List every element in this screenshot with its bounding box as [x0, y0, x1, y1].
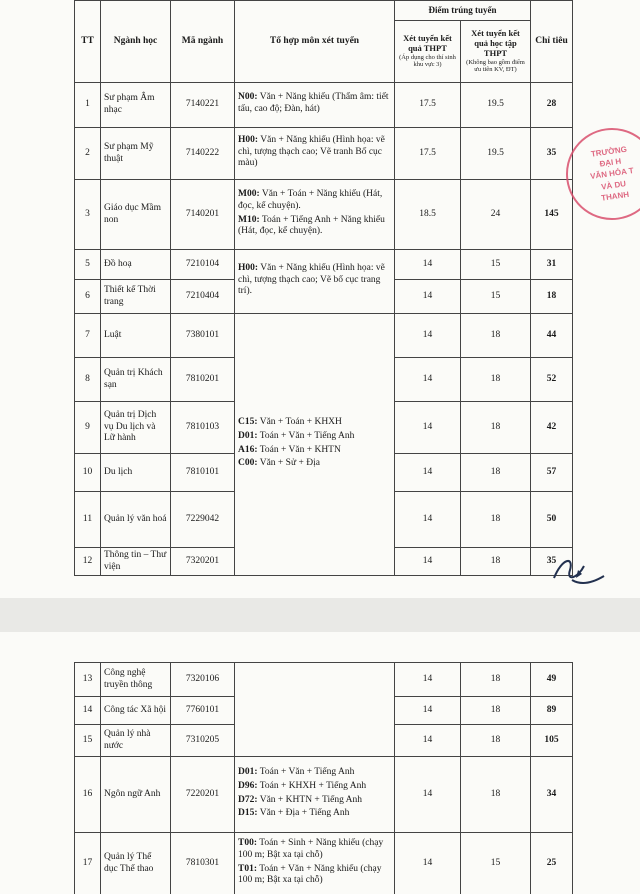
- row-thpt: 14: [395, 280, 461, 314]
- row-quota: 35: [531, 548, 573, 576]
- row-tt: 2: [75, 128, 101, 180]
- row-code: 7760101: [171, 697, 235, 725]
- row-major: Quản lý văn hoá: [101, 492, 171, 548]
- combo-code: H00:: [238, 262, 259, 273]
- table-row: [75, 83, 573, 128]
- row-quota: 105: [531, 725, 573, 757]
- header-thpt-title: Xét tuyển kết quả THPT: [403, 33, 452, 54]
- row-tt: 5: [75, 250, 101, 280]
- row-major: Đồ hoạ: [101, 250, 171, 280]
- row-code: 7210404: [171, 280, 235, 314]
- combo-code: C15:: [238, 416, 258, 427]
- combo-code: D15:: [238, 808, 258, 819]
- row-quota: 42: [531, 402, 573, 454]
- row-quota: 44: [531, 314, 573, 358]
- combo-line: [238, 431, 391, 443]
- row-code: 7140222: [171, 128, 235, 180]
- row-thpt: 17.5: [395, 83, 461, 128]
- row-thpt: 14: [395, 492, 461, 548]
- combo-line: [238, 445, 391, 457]
- row-hoc: 24: [461, 180, 531, 250]
- combo-code: D01:: [238, 766, 258, 777]
- row-quota: 34: [531, 757, 573, 833]
- admission-table-page-1: [74, 0, 573, 576]
- row-tt: 11: [75, 492, 101, 548]
- row-hoc: 18: [461, 492, 531, 548]
- combo-subjects: Toán + Văn + Tiếng Anh: [257, 430, 355, 441]
- row-code: 7320201: [171, 548, 235, 576]
- row-major: Công tác Xã hội: [101, 697, 171, 725]
- combo-code: T00:: [238, 837, 257, 848]
- row-thpt: 18.5: [395, 180, 461, 250]
- row-code: 7229042: [171, 492, 235, 548]
- row-code: 7810103: [171, 402, 235, 454]
- row-code: 7140221: [171, 83, 235, 128]
- stamp-line: ĐẠI H: [599, 156, 622, 169]
- combo-cell-continued: [235, 663, 395, 757]
- row-thpt: 14: [395, 454, 461, 492]
- combo-code: C00:: [238, 458, 258, 469]
- combo-subjects: Toán + Sinh + Năng khiếu (chạy 100 m; Bật xa tại chỗ): [238, 837, 384, 860]
- combo-cell: [235, 757, 395, 833]
- combo-line: [238, 215, 391, 239]
- row-thpt: 14: [395, 697, 461, 725]
- row-hoc: 18: [461, 725, 531, 757]
- row-tt: 3: [75, 180, 101, 250]
- row-hoc: 18: [461, 697, 531, 725]
- row-code: 7810201: [171, 358, 235, 402]
- row-major: Thiết kế Thời trang: [101, 280, 171, 314]
- combo-cell: [235, 180, 395, 250]
- row-quota: 57: [531, 454, 573, 492]
- combo-subjects: Văn + Toán + Năng khiếu (Hát, đọc, kể chuyện).: [238, 188, 383, 211]
- row-tt: 6: [75, 280, 101, 314]
- combo-subjects: Toán + Văn + Tiếng Anh: [257, 766, 355, 777]
- row-tt: 15: [75, 725, 101, 757]
- table-row: [75, 663, 573, 697]
- row-thpt: 14: [395, 757, 461, 833]
- combo-code: A16:: [238, 444, 258, 455]
- header-quota: Chỉ tiêu: [531, 1, 573, 83]
- table-row: [75, 128, 573, 180]
- header-score-group: Điểm trúng tuyển: [395, 1, 531, 21]
- row-hoc: 15: [461, 833, 531, 894]
- combo-subjects: Văn + Năng khiếu (Hình họa: vẽ chì, tượng thạch cao; Vẽ tranh Bố cục màu): [238, 134, 385, 169]
- combo-subjects: Toán + Tiếng Anh + Năng khiếu (Hát, đọc, kể chuyện).: [238, 214, 385, 237]
- combo-code: M00:: [238, 188, 260, 199]
- combo-line: [238, 767, 391, 779]
- combo-code: D01:: [238, 430, 258, 441]
- row-code: 7140201: [171, 180, 235, 250]
- stamp-line: TRƯỜNG: [590, 144, 628, 159]
- combo-subjects: Toán + KHXH + Tiếng Anh: [257, 780, 367, 791]
- stamp-line: VĂN HÓA T: [589, 166, 635, 182]
- row-tt: 12: [75, 548, 101, 576]
- header-hoc-tap-note: (Không bao gồm điểm ưu tiên KV, ĐT): [466, 58, 525, 74]
- header-combo: Tổ hợp môn xét tuyển: [235, 1, 395, 83]
- row-major: Ngôn ngữ Anh: [101, 757, 171, 833]
- row-hoc: 15: [461, 250, 531, 280]
- row-major: Luật: [101, 314, 171, 358]
- row-major: Sư phạm Mỹ thuật: [101, 128, 171, 180]
- row-code: 7380101: [171, 314, 235, 358]
- row-thpt: 14: [395, 358, 461, 402]
- row-hoc: 18: [461, 548, 531, 576]
- row-code: 7810301: [171, 833, 235, 894]
- row-code: 7320106: [171, 663, 235, 697]
- header-tt: TT: [75, 1, 101, 83]
- combo-line: [238, 781, 391, 793]
- combo-cell: [235, 250, 395, 314]
- row-hoc: 18: [461, 757, 531, 833]
- row-tt: 13: [75, 663, 101, 697]
- row-hoc: 18: [461, 663, 531, 697]
- row-quota: 28: [531, 83, 573, 128]
- row-hoc: 18: [461, 402, 531, 454]
- combo-subjects: Văn + KHTN + Tiếng Anh: [257, 794, 363, 805]
- combo-subjects: Văn + Năng khiếu (Hình họa: vẽ chì, tượng thạch cao; Vẽ bố cục trang trí).: [238, 262, 385, 297]
- table-row: [75, 250, 573, 280]
- row-thpt: 14: [395, 833, 461, 894]
- combo-code: N00:: [238, 92, 258, 103]
- combo-cell: [235, 83, 395, 128]
- combo-code: D72:: [238, 794, 258, 805]
- combo-line: [238, 417, 391, 429]
- row-major: Quản trị Khách sạn: [101, 358, 171, 402]
- row-thpt: 14: [395, 314, 461, 358]
- row-hoc: 15: [461, 280, 531, 314]
- header-major: Ngành học: [101, 1, 171, 83]
- row-major: Sư phạm Âm nhạc: [101, 83, 171, 128]
- combo-line: [238, 458, 391, 470]
- row-quota: 52: [531, 358, 573, 402]
- combo-line: [238, 864, 391, 888]
- row-quota: 18: [531, 280, 573, 314]
- page-two: [0, 632, 640, 894]
- row-major: Giáo dục Mầm non: [101, 180, 171, 250]
- header-code: Mã ngành: [171, 1, 235, 83]
- combo-line: [238, 838, 391, 862]
- row-quota: 31: [531, 250, 573, 280]
- row-quota: 50: [531, 492, 573, 548]
- combo-cell-general: [235, 314, 395, 576]
- combo-subjects: Văn + Sử + Địa: [257, 458, 320, 469]
- row-tt: 7: [75, 314, 101, 358]
- combo-line: [238, 92, 391, 116]
- row-thpt: 14: [395, 402, 461, 454]
- row-quota: 89: [531, 697, 573, 725]
- row-thpt: 14: [395, 548, 461, 576]
- row-major: Công nghệ truyền thông: [101, 663, 171, 697]
- row-thpt: 17.5: [395, 128, 461, 180]
- row-hoc: 18: [461, 358, 531, 402]
- row-hoc: 19.5: [461, 83, 531, 128]
- combo-cell: [235, 833, 395, 894]
- row-tt: 8: [75, 358, 101, 402]
- row-tt: 1: [75, 83, 101, 128]
- row-tt: 9: [75, 402, 101, 454]
- header-hoc-tap-title: Xét tuyển kết quả học tập THPT: [471, 28, 520, 58]
- row-thpt: 14: [395, 663, 461, 697]
- header-thpt: [395, 21, 461, 83]
- combo-code: H00:: [238, 134, 259, 145]
- combo-line: [238, 795, 391, 807]
- row-hoc: 19.5: [461, 128, 531, 180]
- row-major: Quản lý nhà nước: [101, 725, 171, 757]
- header-thpt-note: (Áp dụng cho thí sinh khu vực 3): [399, 53, 456, 69]
- row-tt: 14: [75, 697, 101, 725]
- row-hoc: 18: [461, 314, 531, 358]
- row-major: Quản lý Thể dục Thể thao: [101, 833, 171, 894]
- row-thpt: 14: [395, 725, 461, 757]
- combo-subjects: Toán + Văn + KHTN: [257, 444, 341, 455]
- combo-code: T01:: [238, 863, 257, 874]
- combo-line: [238, 189, 391, 213]
- stamp-line: THANH: [600, 189, 630, 203]
- table-row: [75, 757, 573, 833]
- combo-subjects: Văn + Toán + KHXH: [257, 416, 342, 427]
- stamp-line: VÀ DU: [600, 178, 627, 192]
- row-hoc: 18: [461, 454, 531, 492]
- combo-subjects: Văn + Năng khiếu (Thẩm âm: tiết tấu, cao độ; Đàn, hát): [238, 92, 389, 114]
- row-code: 7210104: [171, 250, 235, 280]
- row-tt: 16: [75, 757, 101, 833]
- row-code: 7310205: [171, 725, 235, 757]
- combo-line: [238, 135, 391, 171]
- header-hoc-tap: [461, 21, 531, 83]
- row-quota: 49: [531, 663, 573, 697]
- row-major: Quản trị Dịch vụ Du lịch và Lữ hành: [101, 402, 171, 454]
- row-tt: 10: [75, 454, 101, 492]
- combo-code: D96:: [238, 780, 258, 791]
- row-major: Thông tin – Thư viện: [101, 548, 171, 576]
- combo-line: [238, 808, 391, 820]
- row-quota: 35: [531, 128, 573, 180]
- row-quota: 25: [531, 833, 573, 894]
- row-code: 7810101: [171, 454, 235, 492]
- combo-subjects: Văn + Địa + Tiếng Anh: [257, 808, 350, 819]
- combo-code: M10:: [238, 214, 260, 225]
- combo-line: [238, 263, 391, 299]
- table-row: [75, 314, 573, 358]
- row-code: 7220201: [171, 757, 235, 833]
- combo-cell: [235, 128, 395, 180]
- row-tt: 17: [75, 833, 101, 894]
- table-row: [75, 180, 573, 250]
- row-thpt: 14: [395, 250, 461, 280]
- signature-mark: [548, 548, 608, 592]
- row-major: Du lịch: [101, 454, 171, 492]
- admission-table-page-2: [74, 662, 573, 894]
- combo-subjects: Toán + Văn + Năng khiếu (chạy 100 m; Bật xa tại chỗ): [238, 863, 382, 886]
- table-row: [75, 833, 573, 894]
- row-quota: 145: [531, 180, 573, 250]
